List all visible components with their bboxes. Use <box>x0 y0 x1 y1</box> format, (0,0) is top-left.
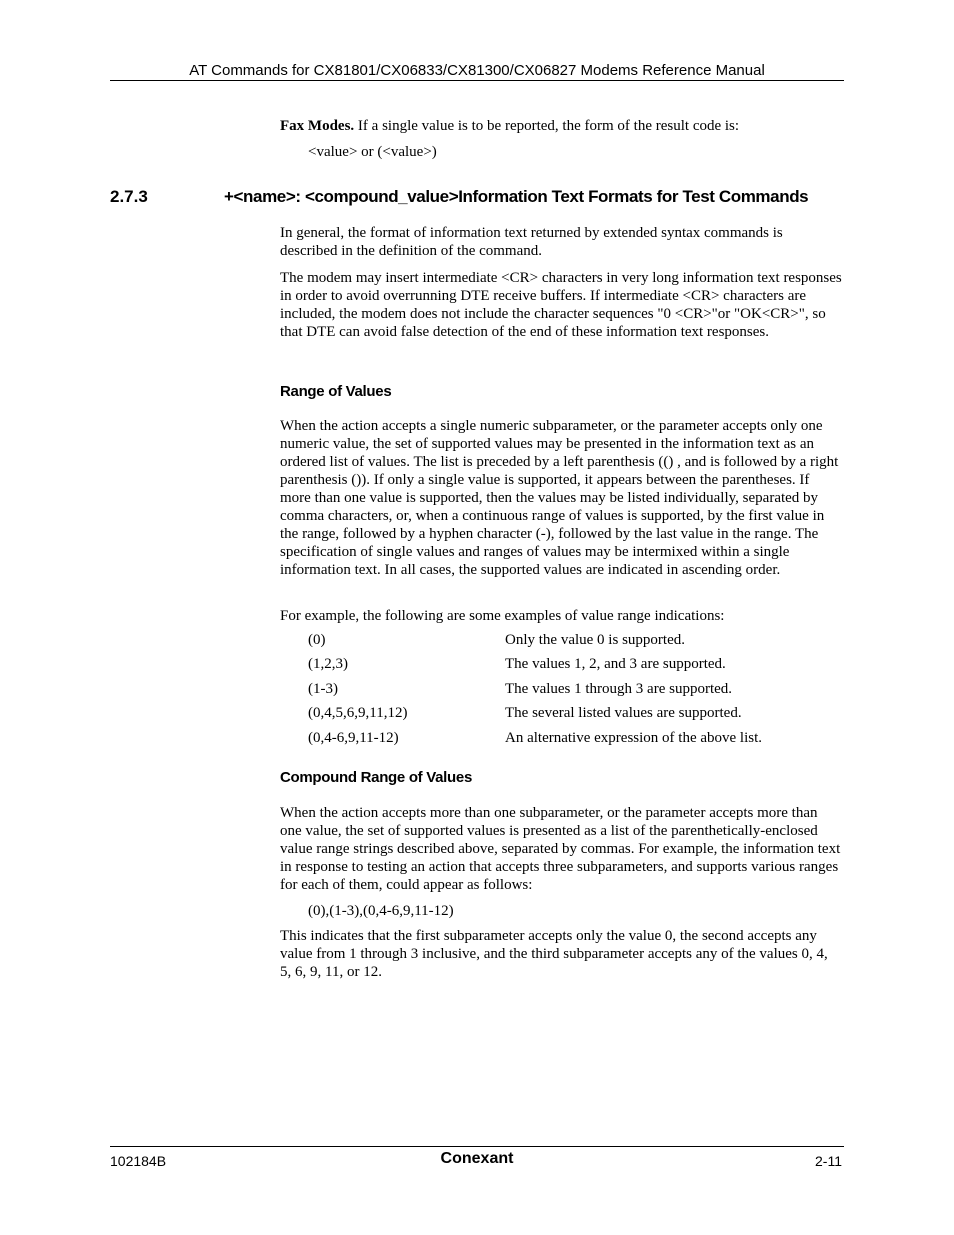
value-range-examples <box>308 631 828 753</box>
example-row <box>308 680 828 704</box>
fax-modes-text: If a single value is to be reported, the form of the result code is: <box>354 118 740 134</box>
example-row <box>308 704 828 728</box>
section-title: +<name>: <compound_value>Information Text Formats for Test Commands <box>224 187 809 206</box>
heading-compound-range: Compound Range of Values <box>280 769 472 786</box>
compound-range-example: (0),(1-3),(0,4-6,9,11-12) <box>308 903 454 919</box>
section-number: 2.7.3 <box>110 187 148 206</box>
example-description: The values 1 through 3 are supported. <box>505 680 733 697</box>
paragraph-compound-explanation: This indicates that the first subparameter accepts only the value 0, the second accepts any value from 1 through 3 inclusive, and the third subparameter accepts any of the values 0, 4, 5, 6, 9, 11, or 12. <box>280 928 828 980</box>
example-description: The several listed values are supported. <box>505 705 742 722</box>
example-row <box>308 729 828 753</box>
fax-modes-paragraph <box>280 117 842 135</box>
example-code: (1,2,3) <box>308 656 348 673</box>
footer-company: Conexant <box>440 1150 514 1167</box>
example-description: Only the value 0 is supported. <box>505 632 685 648</box>
example-code: (0) <box>308 632 326 648</box>
example-code: (1-3) <box>308 680 338 697</box>
example-code: (0,4,5,6,9,11,12) <box>308 705 408 722</box>
paragraph-range-of-values: When the action accepts a single numeric subparameter, or the parameter accepts only one numeric value, the set of supported values may be presented in the information text as an ordered list of values. The list is preceded by a left parenthesis (() , and is followed by a right parenthesis ()). If only a single value is supported, it appears between the parentheses. If more than one value is supported, then the values may be listed individually, separated by comma characters, or, when a continuous range of values is supported, by the first value in the range, followed by a hyphen character (-), followed by the last value in the range. The specification of single values and ranges of values may be intermixed within a single information text. In all cases, the supported values are indicated in ascending order. <box>280 418 839 578</box>
heading-range-of-values: Range of Values <box>280 383 392 400</box>
example-description: The values 1, 2, and 3 are supported. <box>505 656 726 673</box>
example-code: (0,4-6,9,11-12) <box>308 729 399 746</box>
paragraph-examples-intro: For example, the following are some examples of value range indications: <box>280 608 725 624</box>
fax-modes-result-form: <value> or (<value>) <box>308 144 437 160</box>
footer-rule <box>110 1146 844 1147</box>
paragraph-intermediate-cr: The modem may insert intermediate <CR> characters in very long information text responses in order to avoid overrunning DTE receive buffers. If intermediate <CR> characters are included, the modem does not include the character sequences "0 <CR>"or "OK<CR>", so that DTE can avoid false detection of the end of these information text responses. <box>280 270 842 340</box>
example-row <box>308 631 828 655</box>
header-rule <box>110 80 844 81</box>
fax-modes-label: Fax Modes. <box>280 118 355 134</box>
footer-page-number: 2-11 <box>815 1153 842 1169</box>
example-row <box>308 655 828 679</box>
running-header: AT Commands for CX81801/CX06833/CX81300/CX06827 Modems Reference Manual <box>189 62 765 79</box>
paragraph-compound-range: When the action accepts more than one subparameter, or the parameter accepts more than one value, the set of supported values is presented as a list of the parenthetically-enclosed value range strings described above, separated by commas. For example, the information text in response to testing an action that accepts three subparameters, and supports various ranges for each of them, could appear as follows: <box>280 805 841 893</box>
footer-doc-number: 102184B <box>110 1153 167 1169</box>
example-description: An alternative expression of the above list. <box>505 729 763 746</box>
paragraph-general-format: In general, the format of information text returned by extended syntax commands is described in the definition of the command. <box>280 225 783 259</box>
